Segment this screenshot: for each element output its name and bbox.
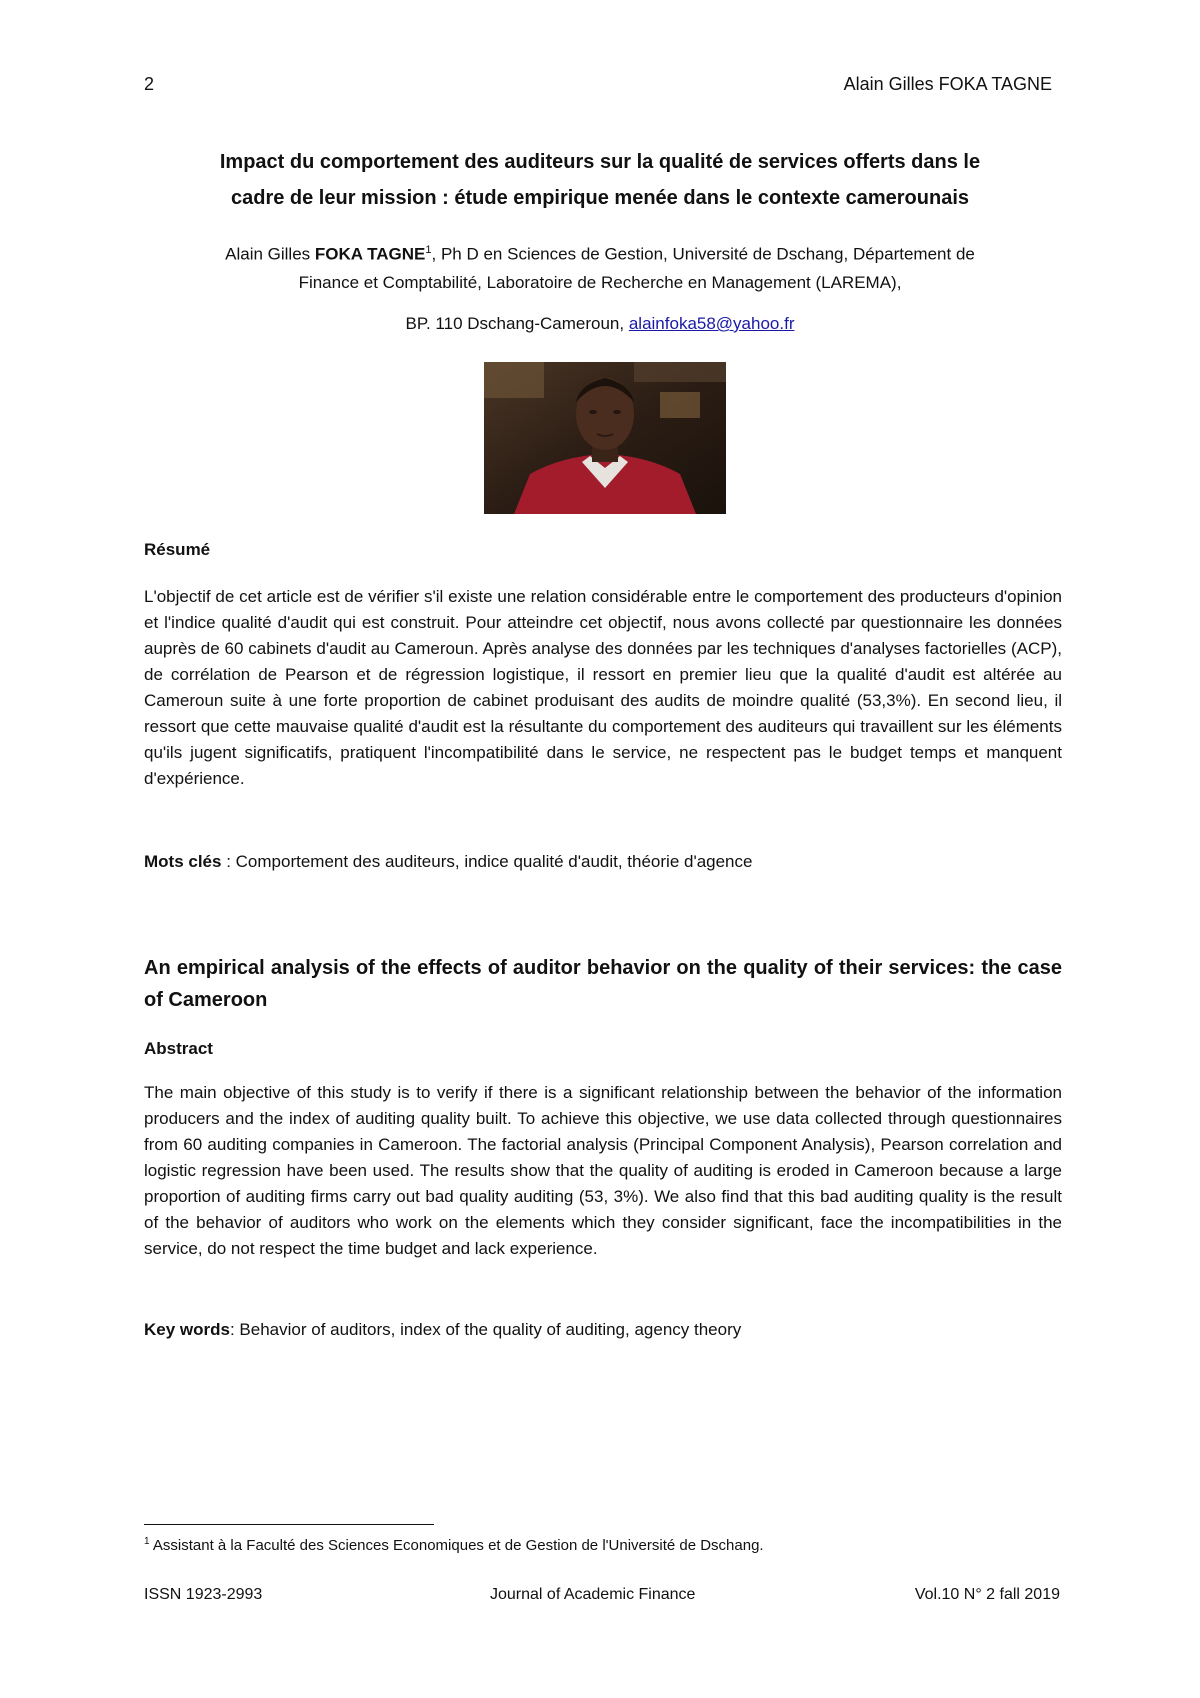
affiliation-part-2: Finance et Comptabilité, Laboratoire de Recherche en Management (LAREMA), xyxy=(298,272,902,292)
author-affiliation-line-1 xyxy=(140,236,1060,269)
keywords-fr-label: Mots clés xyxy=(144,852,222,871)
footnote-divider xyxy=(144,1524,434,1525)
resume-paragraph: L'objectif de cet article est de vérifier s'il existe une relation considérable entre le comportement des producteurs d'opinion et l'indice qualité d'audit qui est construit. Pour atteindre cet objectif, nous avons collecté par questionnaire les données auprès de 60 cabinets d'audit au Cameroun. Après analyse des données par les techniques d'analyses factorielles (ACP), de corrélation de Pearson et de régression logistique, il ressort en premier lieu que la qualité d'audit est altérée au Cameroun suite à une forte proportion de cabinet produisant des audits de moindre qualité (53,3%). En second lieu, il ressort que cette mauvaise qualité d'audit est la résultante du comportement des auditeurs qui travaillent sur les éléments qu'ils jugent significatifs, pratiquent l'incompatibilité dans le service, ne respectent pas le budget temps et manquent d'expérience. xyxy=(144,587,1062,788)
author-affiliation xyxy=(140,236,1060,297)
footnote-mark: 1 xyxy=(144,1536,150,1547)
footer-journal-name: Journal of Academic Finance xyxy=(490,1586,696,1603)
footnote-text: Assistant à la Faculté des Sciences Economiques et de Gestion de l'Université de Dschang. xyxy=(149,1537,764,1554)
author-photo xyxy=(484,362,726,514)
author-photo-image xyxy=(484,362,726,514)
keywords-en xyxy=(144,1320,741,1340)
author-address xyxy=(140,314,1060,334)
abstract-paragraph: The main objective of this study is to verify if there is a significant relationship between the behavior of the information producers and the index of auditing quality built. To achieve this objective, we use data collected through questionnaires from 60 auditing companies in Cameroon. The factorial analysis (Principal Component Analysis), Pearson correlation and logistic regression have been used. The results show that the quality of auditing is eroded in Cameroon because a large proportion of auditing firms carry out bad quality auditing (53, 3%). We also find that this bad auditing quality is the result of the behavior of auditors who work on the elements which they consider significant, face the incompatibilities in the service, do not respect the time budget and lack experience. xyxy=(144,1083,1062,1258)
author-first-names: Alain Gilles xyxy=(225,244,315,264)
email-link[interactable]: alainfoka58@yahoo.fr xyxy=(628,314,795,333)
footer-volume: Vol.10 N° 2 fall 2019 xyxy=(914,1586,1060,1603)
english-title: An empirical analysis of the effects of auditor behavior on the quality of their services: the case of Cameroon xyxy=(144,957,1062,1011)
author-last-name: FOKA TAGNE xyxy=(314,244,426,264)
footer-issn: ISSN 1923-2993 xyxy=(144,1586,263,1603)
resume-heading: Résumé xyxy=(144,540,211,559)
postal-address: BP. 110 Dschang-Cameroun, xyxy=(405,314,629,333)
keywords-fr-list: : Comportement des auditeurs, indice qualité d'audit, théorie d'agence xyxy=(221,852,753,871)
keywords-en-list: : Behavior of auditors, index of the quality of auditing, agency theory xyxy=(229,1320,742,1339)
french-title xyxy=(140,144,1060,216)
french-title-line-1: Impact du comportement des auditeurs sur la qualité de services offerts dans le xyxy=(219,151,981,173)
french-title-line-2: cadre de leur mission : étude empirique menée dans le contexte camerounais xyxy=(230,187,970,209)
footnote xyxy=(144,1536,764,1554)
abstract-heading: Abstract xyxy=(144,1039,213,1058)
running-header-author: Alain Gilles FOKA TAGNE xyxy=(843,74,1052,94)
page-number: 2 xyxy=(144,74,155,94)
affiliation-part-1: , Ph D en Sciences de Gestion, Université de Dschang, Département de xyxy=(431,244,975,264)
keywords-fr xyxy=(144,852,752,872)
keywords-en-label: Key words xyxy=(144,1320,230,1339)
author-footnote-mark: 1 xyxy=(425,244,432,256)
